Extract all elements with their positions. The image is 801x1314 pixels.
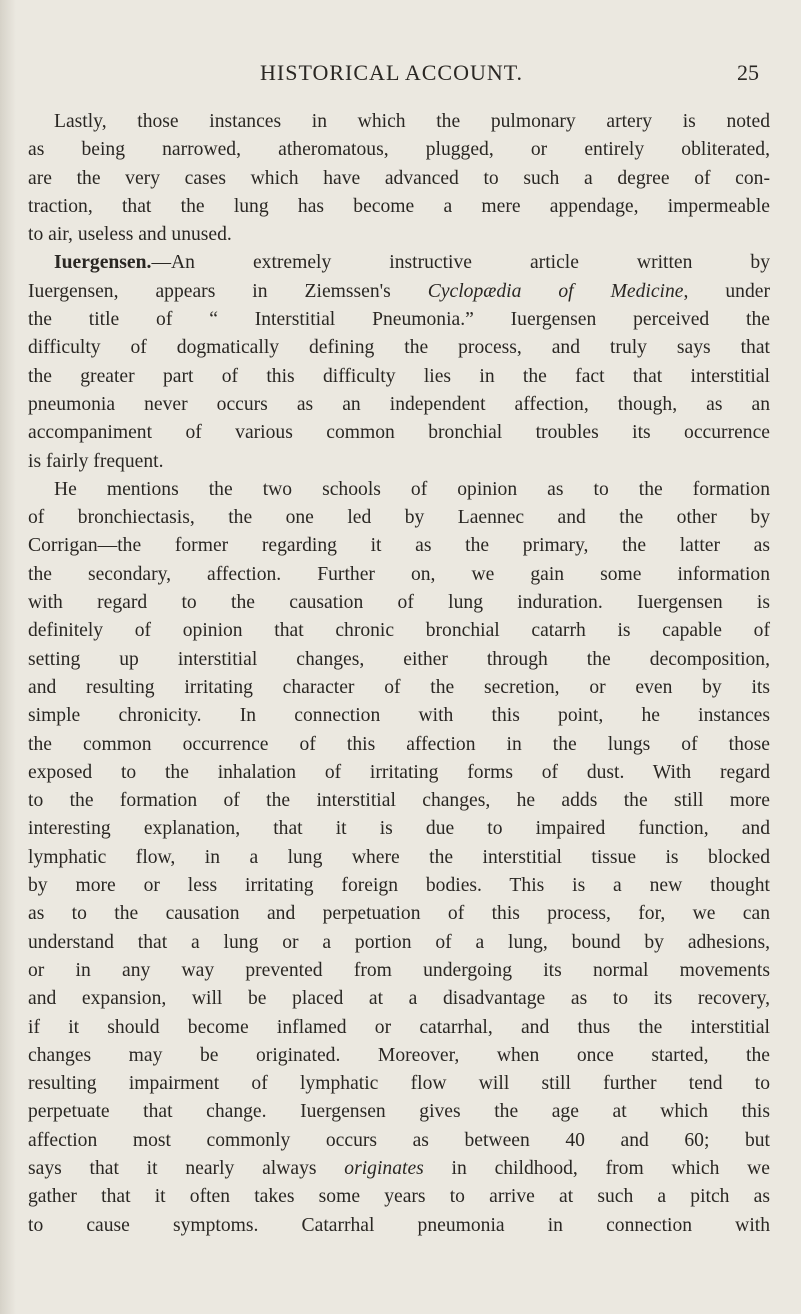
text-line: to air, useless and unused.: [28, 224, 232, 246]
text-line: understand that a lung or a portion of a lung, bound by adhesions,: [28, 931, 770, 953]
text-line: is fairly frequent.: [28, 450, 164, 472]
text-line: if it should become inflamed or catarrhal, and thus the interstitial: [28, 1016, 770, 1038]
text-line: setting up interstitial changes, either through the decomposition,: [28, 648, 770, 670]
text-line: exposed to the inhalation of irritating forms of dust. With regard: [28, 761, 770, 783]
text-line: the secondary, affection. Further on, we gain some information: [28, 563, 770, 585]
text-line: accompaniment of various common bronchial troubles its occurrence: [28, 422, 770, 444]
text-line: with regard to the causation of lung induration. Iuergensen is: [28, 592, 770, 614]
side-heading-name: Iuergensen.: [54, 252, 152, 274]
page-number: 25: [737, 60, 759, 85]
text-line: [28, 278, 770, 306]
text-line: [28, 249, 770, 277]
text-line: [28, 1155, 770, 1183]
text-line: are the very cases which have advanced to such a degree of con-: [28, 167, 770, 189]
text-line: the common occurrence of this affection in the lungs of those: [28, 733, 770, 755]
text-line: resulting impairment of lymphatic flow will still further tend to: [28, 1073, 770, 1095]
text-line: and resulting irritating character of the secretion, or even by its: [28, 676, 770, 698]
text-line: pneumonia never occurs as an independent affection, though, as an: [28, 393, 770, 415]
text-span: in childhood, from which we: [423, 1157, 770, 1179]
text-line: as to the causation and perpetuation of this process, for, we can: [28, 903, 770, 925]
running-head-title: HISTORICAL ACCOUNT.: [260, 60, 524, 85]
italic-title: Cyclopædia of Medicine: [427, 280, 684, 302]
text-line: and expansion, will be placed at a disadvantage as to its recovery,: [28, 988, 770, 1010]
text-line: traction, that the lung has become a mere appendage, impermeable: [28, 195, 770, 217]
text-line: the greater part of this difficulty lies in the fact that interstitial: [28, 365, 770, 387]
text-line: Lastly, those instances in which the pulmonary artery is noted: [54, 111, 770, 132]
text-line: perpetuate that change. Iuergensen gives the age at which this: [28, 1101, 770, 1123]
binding-gutter-shadow: [0, 0, 16, 1314]
text-line: difficulty of dogmatically defining the process, and truly says that: [28, 337, 770, 359]
text-span: Iuergensen, appears in Ziemssen's: [28, 280, 428, 302]
text-line: affection most commonly occurs as between 40 and 60; but: [28, 1129, 770, 1151]
text-line: interesting explanation, that it is due to impaired function, and: [28, 818, 770, 840]
text-line: Corrigan—the former regarding it as the primary, the latter as: [28, 535, 770, 557]
text-span: —An extremely instructive article written by: [151, 252, 770, 274]
text-line: lymphatic flow, in a lung where the interstitial tissue is blocked: [28, 846, 770, 868]
text-line: He mentions the two schools of opinion as to the formation: [54, 478, 770, 500]
text-line: or in any way prevented from undergoing its normal movements: [28, 959, 770, 981]
text-line: of bronchiectasis, the one led by Laennec and the other by: [28, 507, 770, 529]
text-line: changes may be originated. Moreover, when once started, the: [28, 1044, 770, 1066]
text-span: , under: [683, 280, 770, 302]
text-span: says that it nearly always: [28, 1157, 345, 1179]
text-line: gather that it often takes some years to arrive at such a pitch as: [28, 1186, 770, 1208]
text-line: as being narrowed, atheromatous, plugged, or entirely obliterated,: [28, 139, 770, 161]
text-line: by more or less irritating foreign bodies. This is a new thought: [28, 875, 770, 897]
text-line: simple chronicity. In connection with this point, he instances: [28, 705, 770, 727]
italic-word: originates: [344, 1157, 424, 1179]
text-line: definitely of opinion that chronic bronchial catarrh is capable of: [28, 620, 770, 642]
text-line: to cause symptoms. Catarrhal pneumonia in connection with: [28, 1214, 770, 1236]
text-line: to the formation of the interstitial changes, he adds the still more: [28, 790, 770, 812]
body-text: [28, 108, 770, 1240]
text-line: the title of “ Interstitial Pneumonia.” Iuergensen perceived the: [28, 309, 770, 331]
